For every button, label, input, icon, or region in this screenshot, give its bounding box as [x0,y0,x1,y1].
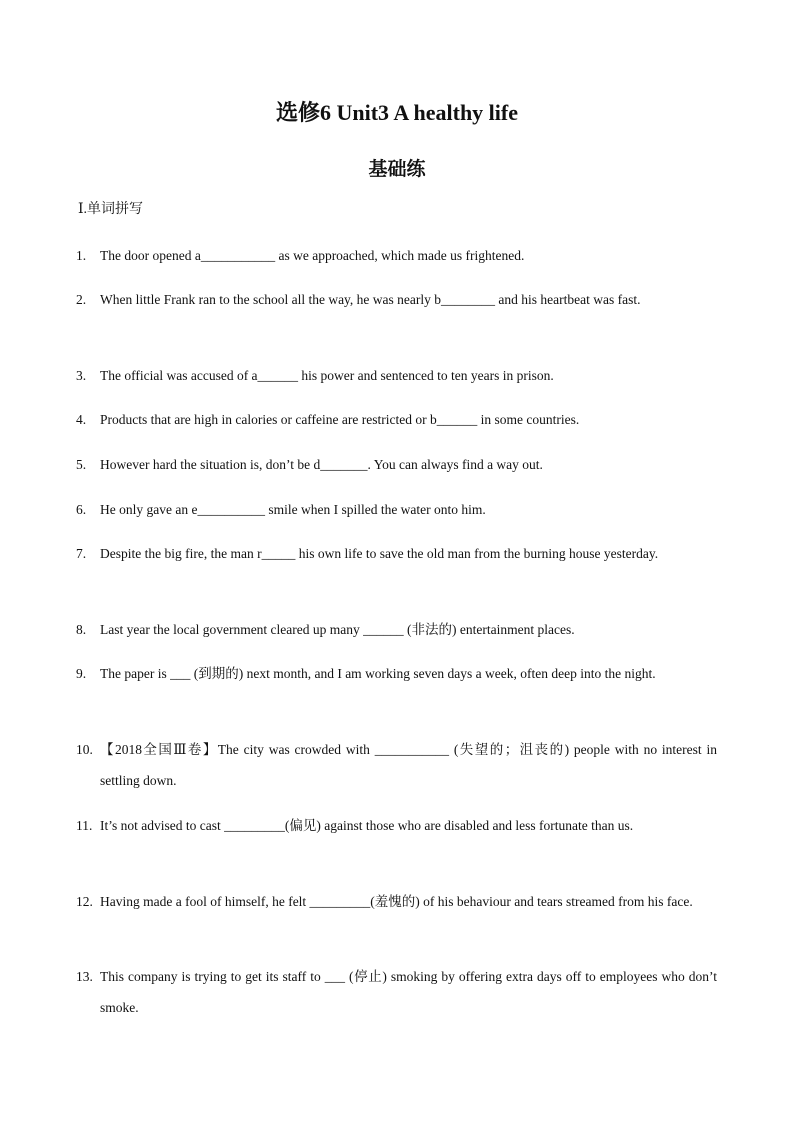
exercise-item [76,360,717,391]
item-number: 5. [76,457,87,472]
item-number: 9. [76,666,87,681]
exercise-item [76,494,717,525]
item-number: 11. [76,818,93,833]
item-text: He only gave an e__________ smile when I spilled the water onto him. [100,502,486,517]
item-number: 6. [76,502,87,517]
section-heading: Ⅰ.单词拼写 [78,202,144,217]
document-subtitle: 基础练 [368,159,426,180]
item-number: 13. [76,969,93,984]
exercise-item [76,734,717,796]
exercise-item [76,886,717,917]
item-number: 7. [76,546,87,561]
item-text: The official was accused of a______ his power and sentenced to ten years in prison. [100,368,554,383]
item-text: 【2018全国Ⅲ卷】The city was crowded with ___________ (失望的；沮丧的) people with no interest in settling down. [100,742,717,788]
item-text: The paper is ___ (到期的) next month, and I am working seven days a week, often deep into the night. [100,666,656,681]
item-text: Last year the local government cleared up many ______ (非法的) entertainment places. [100,622,575,637]
item-text: The door opened a___________ as we approached, which made us frightened. [100,248,525,263]
exercise-item [76,240,717,271]
exercise-item [76,810,717,841]
exercise-item [76,538,717,569]
item-text: This company is trying to get its staff to ___ (停止) smoking by offering extra days off to employees who don’t smoke. [100,969,717,1015]
exercise-item [76,449,717,480]
item-text: Having made a fool of himself, he felt _________(羞愧的) of his behaviour and tears streamed from his face. [100,894,693,909]
item-number: 10. [76,742,93,757]
exercise-item [76,284,717,315]
item-text: It’s not advised to cast _________(偏见) against those who are disabled and less fortunate than us. [100,818,634,833]
item-number: 1. [76,248,87,263]
exercise-item [76,614,717,645]
exercise-item [76,658,717,689]
item-number: 4. [76,412,87,427]
exercise-item [76,404,717,435]
item-number: 2. [76,292,87,307]
item-number: 3. [76,368,87,383]
item-text: However hard the situation is, don’t be d_______. You can always find a way out. [100,457,543,472]
item-number: 8. [76,622,87,637]
document-title: 选修6 Unit3 A healthy life [275,100,518,125]
item-number: 12. [76,894,93,909]
item-text: Products that are high in calories or caffeine are restricted or b______ in some countries. [100,412,580,427]
exercise-item [76,961,717,1023]
item-text: Despite the big fire, the man r_____ his own life to save the old man from the burning house yesterday. [100,546,659,561]
item-text: When little Frank ran to the school all the way, he was nearly b________ and his heartbeat was fast. [100,292,641,307]
